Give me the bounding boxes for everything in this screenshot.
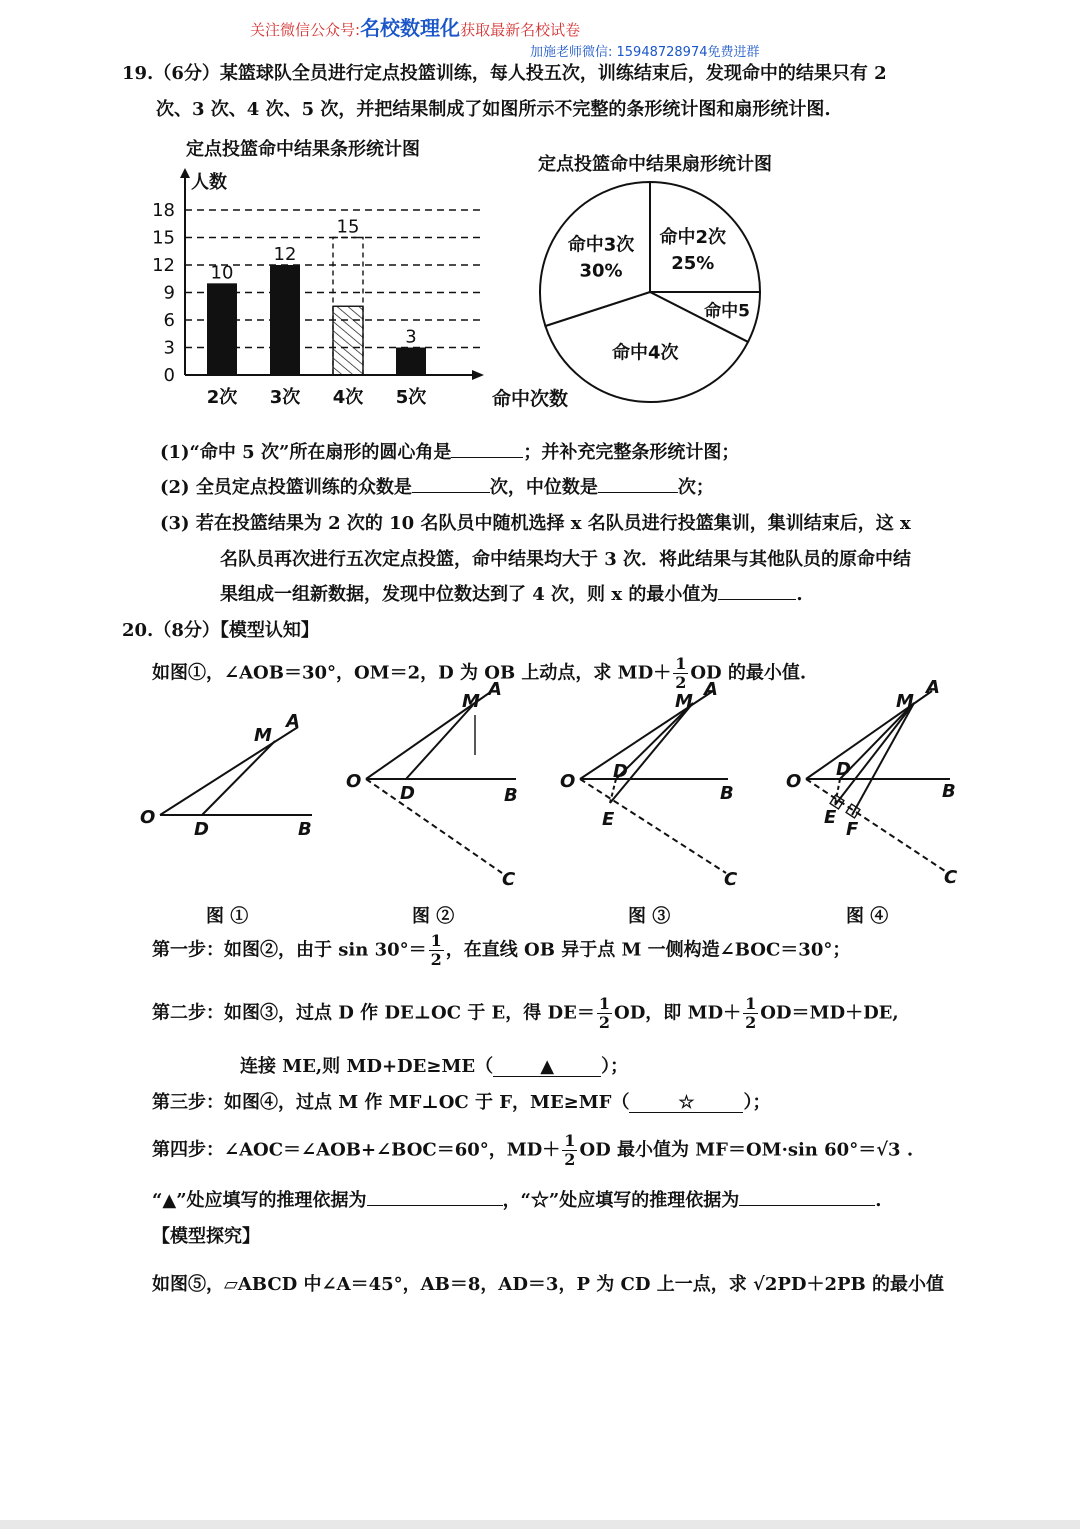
q19-sub3-blank[interactable] [718,581,796,600]
fig-caption-3: 图 ③ [628,906,671,927]
fill-text-a: “▲”处应填写的推理依据为 [152,1190,367,1211]
x-tick-label: 4次 [332,387,364,408]
fig2-label-c: C [502,869,516,890]
y-tick-label: 15 [152,227,175,249]
bar-5次 [396,348,426,376]
promo-suffix: 获取最新名校试卷 [460,21,581,39]
fig3-label-m: M [675,691,693,712]
triangle-reason-blank[interactable] [367,1187,503,1206]
q19-stem-line2: 次、3 次、4 次、5 次，并把结果制成了如图所示不完整的条形统计图和扇形统计图. [156,99,831,120]
fill-text-b: ，“☆”处应填写的推理依据为 [502,1190,740,1211]
step-1 [152,932,850,969]
geometry-figures [130,675,1010,905]
step1-text-b: ，在直线 OB 异于点 M 一侧构造∠BOC＝30°； [445,939,851,961]
pie-slice-label: 命中2次 [659,227,727,249]
fig1-label-d: D [194,819,209,840]
y-axis-arrow [180,168,190,178]
pie-chart [530,172,770,412]
q19-sub2-text-b: 次，中位数是 [489,477,598,498]
step1-text-a: 第一步：如图②，由于 sin 30°＝ [152,939,427,961]
pie-slice-percent: 25% [671,253,715,275]
q19-sub2-blank-median[interactable] [598,474,678,493]
y-tick-label: 18 [152,200,175,221]
fraction-half: $\frac{1}{2}$ [598,994,611,1032]
fig2-label-m: M [462,691,480,712]
step-4 [152,1132,913,1169]
fraction-half: $\frac{1}{2}$ [745,994,757,1032]
fig4-label-o: O [786,771,802,792]
triangle-mark: ▲ [540,1056,555,1077]
bar-value-label: 15 [336,216,360,238]
fig3-label-d: D [613,761,628,782]
fig-caption-2: 图 ② [412,906,455,927]
step4-text-b: OD 最小值为 MF＝OM·sin 60°＝√3 . [579,1139,914,1161]
fig4-label-f: F [846,819,859,840]
q20-title: 20.（8分）【模型认知】 [122,620,319,641]
y-tick-label: 0 [163,365,175,386]
pie-chart-title: 定点投篮命中结果扇形统计图 [538,154,772,175]
x-tick-label: 2次 [206,387,238,408]
step4-text-a: 第四步：∠AOC＝∠AOB+∠BOC＝60°，MD＋ [152,1139,561,1161]
q19-sub1-blank[interactable] [451,439,523,458]
x-tick-label: 3次 [269,387,301,408]
y-axis-label: 人数 [191,172,227,193]
figure-4 [806,691,950,873]
fig3-label-b: B [720,783,734,804]
bar-2次 [207,283,237,375]
fig2-label-o: O [346,771,362,792]
bar-value-label: 12 [273,244,297,265]
y-tick-label: 6 [163,310,175,331]
promo-header [250,12,580,41]
fill-in-reasons [152,1186,882,1212]
q19-sub3-text-c: 果组成一组新数据，发现中位数达到了 4 次，则 x 的最小值为 [220,584,719,605]
fraction-half: $\frac{1}{2}$ [430,931,442,969]
bar-chart-title: 定点投篮命中结果条形统计图 [186,139,420,160]
bar-4-hatched [333,306,363,375]
q19-sub1-text-a: (1)“命中 5 次”所在扇形的圆心角是 [160,442,452,463]
bar-3次 [270,265,300,375]
q19-sub2 [160,473,714,499]
fig3-label-c: C [724,869,738,890]
star-blank[interactable] [629,1094,743,1113]
fig4-label-a: A [926,677,940,698]
fig1-label-o: O [140,807,156,828]
fill-text-c: . [875,1190,882,1211]
q19-sub3-text-d: . [796,584,803,605]
q20-intro-a: 如图①，∠AOB＝30°，OM＝2，D 为 OB 上动点，求 MD＋ [152,662,672,684]
q19-sub2-text-a: (2) 全员定点投篮训练的众数是 [160,477,412,498]
figure-2 [366,691,516,873]
fig2-label-b: B [504,785,518,806]
pie-slice-label: 命中3次 [567,234,635,256]
step-3 [152,1088,770,1114]
fig4-label-d: D [836,759,851,780]
step2-text-d: 连接 ME,则 MD+DE≥ME（ [240,1056,494,1077]
fig-caption-1: 图 ① [206,906,249,927]
triangle-blank[interactable] [493,1058,601,1077]
y-tick-label: 9 [163,282,175,304]
figure-3 [580,691,728,873]
fig3-label-e: E [602,809,615,830]
fig3-label-a: A [704,679,718,700]
q19-sub3-line2: 名队员再次进行五次定点投篮，命中结果均大于 3 次．将此结果与其他队员的原命中结 [220,549,912,570]
fig2-label-a: A [488,679,502,700]
star-mark: ☆ [678,1092,695,1113]
fig1-label-a: A [286,711,300,732]
fraction-half: $\frac{1}{2}$ [675,654,687,692]
q19-sub3-line1: (3) 若在投篮结果为 2 次的 10 名队员中随机选择 x 名队员进行投篮集训，集训结束后，这 x [160,513,911,534]
step-2 [152,995,899,1032]
star-reason-blank[interactable] [739,1187,875,1206]
fig-caption-4: 图 ④ [846,906,889,927]
pie-slice-percent: 30% [579,260,623,282]
fig4-label-b: B [942,781,956,802]
step2-text-b: OD，即 MD＋ [614,1002,742,1024]
x-axis-label: 命中次数 [492,388,569,410]
step3-text-b: ）； [743,1092,771,1113]
fig4-label-m: M [896,691,914,712]
promo-brand: 名校数理化 [360,16,461,40]
pie-slice-label: 命中5 [704,301,750,322]
pie-slice-label: 命中4次 [611,342,679,364]
promo-contact: 加施老师微信: 15948728974免费进群 [530,45,760,60]
q19-sub3-line3 [220,580,803,606]
figure-1 [160,727,312,815]
y-tick-label: 3 [163,337,175,359]
fig1-label-b: B [298,819,312,840]
q19-stem-line1: 19.（6分）某篮球队全员进行定点投篮训练，每人投五次，训练结束后，发现命中的结果只有 2 [122,63,887,84]
step2-text-c: OD＝MD＋DE, [760,1002,899,1024]
q19-sub2-blank-mode[interactable] [412,474,490,493]
fraction-half: $\frac{1}{2}$ [564,1131,576,1169]
q19-sub1 [160,438,739,464]
model-explore-heading: 【模型探究】 [152,1226,260,1247]
bar-value-label: 3 [405,326,417,348]
figure-5-problem: 如图⑤，▱ABCD 中∠A＝45°，AB＝8，AD＝3，P 为 CD 上一点，求 √2PD＋2PB 的最小值 [152,1274,945,1295]
fig4-label-e: E [824,807,837,828]
step3-text-a: 第三步：如图④，过点 M 作 MF⊥OC 于 F，ME≥MF（ [152,1092,630,1113]
step-2-continued [240,1052,628,1078]
q19-sub2-text-c: 次； [677,477,714,498]
y-tick-label: 12 [152,255,175,276]
step2-text-a: 第二步：如图③，过点 D 作 DE⊥OC 于 E，得 DE＝ [152,1002,595,1024]
step2-text-e: ）； [601,1056,629,1077]
bar-chart [140,160,569,420]
page-bottom-edge [0,1520,1080,1529]
promo-prefix: 关注微信公众号: [250,21,361,39]
fig4-label-c: C [944,867,958,888]
fig1-label-m: M [254,725,272,746]
x-axis-arrow [472,370,484,380]
fig3-label-o: O [560,771,576,792]
bar-value-label: 10 [210,262,234,284]
x-tick-label: 5次 [395,387,427,408]
q19-sub1-text-b: ；并补充完整条形统计图； [523,442,740,463]
q20-intro-b: OD 的最小值. [690,662,807,684]
fig2-label-d: D [400,783,415,804]
